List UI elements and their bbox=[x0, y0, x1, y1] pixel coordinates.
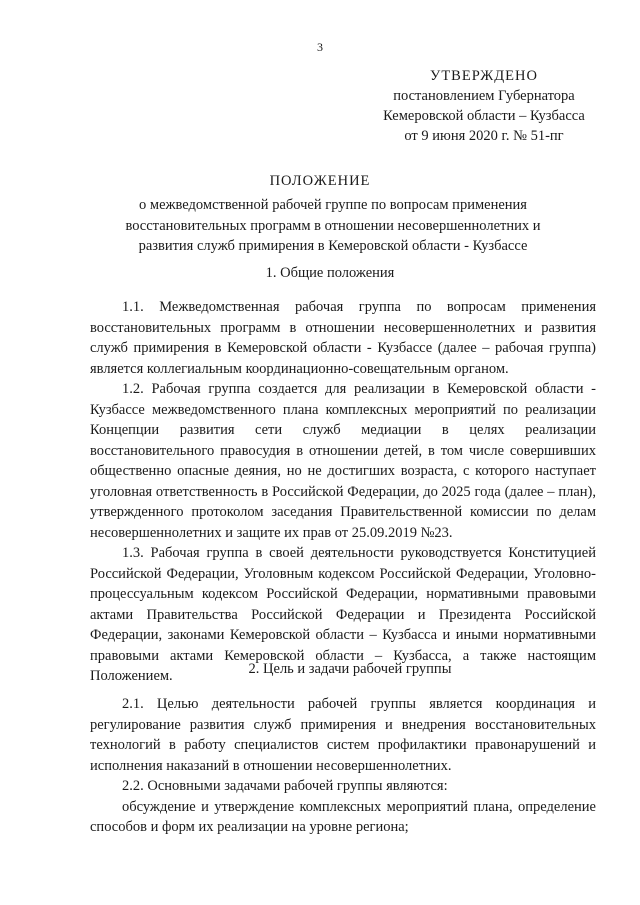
section-heading-1: 1. Общие положения bbox=[265, 265, 395, 281]
paragraph-2-1: 2.1. Целью деятельности рабочей группы является координация и регулирование развития служб примирения и внедрения восстановительных технологий в работу специалистов систем профилактики правонарушений и исполнения наказаний в отношении несовершеннолетних. bbox=[90, 696, 596, 774]
approval-line-3: Кемеровской области – Кузбасса bbox=[383, 108, 585, 124]
approval-line-2: постановлением Губернатора bbox=[393, 88, 575, 104]
approval-line-1: УТВЕРЖДЕНО bbox=[430, 68, 538, 84]
paragraph-1-3: 1.3. Рабочая группа в своей деятельности руководствуется Конституцией Российской Федерации, Уголовным кодексом Российской Федерации, Уголовно-процессуальным кодексом Российской Федерации, нормативными правовыми актами Правительства Российской Федерации и Президента Российской Федерации, законами Кемеровской области – Кузбасса и иными нормативными правовыми актами Кемеровской области – Кузбасса, а также настоящим Положением. bbox=[90, 545, 596, 684]
document-subtitle: о межведомственной рабочей группе по вопросам применения восстановительных программ в отношении несовершеннолетних и развития служб примирения в Кемеровской области - Кузбассе bbox=[125, 197, 541, 254]
section-body-1 bbox=[90, 297, 596, 687]
page-number: 3 bbox=[317, 40, 323, 54]
document-title: ПОЛОЖЕНИЕ bbox=[269, 173, 371, 189]
approval-line-4: от 9 июня 2020 г. № 51-пг bbox=[404, 128, 564, 144]
section-heading-2: 2. Цель и задачи рабочей группы bbox=[248, 661, 452, 677]
section-body-2 bbox=[90, 694, 596, 838]
paragraph-1-2: 1.2. Рабочая группа создается для реализации в Кемеровской области - Кузбассе межведомственного плана комплексных мероприятий по реализации Концепции развития сети служб медиации в целях реализации восстановительного правосудия в отношении детей, в том числе совершивших общественно опасные деяния, но не достигших возраста, с которого наступает уголовная ответственность в Российской Федерации, до 2025 года (далее – план), утвержденного протоколом заседания Правительственной комиссии по делам несовершеннолетних и защите их прав от 25.09.2019 №23. bbox=[90, 381, 596, 541]
paragraph-2-3: обсуждение и утверждение комплексных мероприятий плана, определение способов и форм их реализации на уровне региона; bbox=[90, 798, 596, 835]
paragraph-1-1: 1.1. Межведомственная рабочая группа по вопросам применения восстановительных программ в отношении несовершеннолетних и развития служб примирения в Кемеровской области - Кузбассе (далее – рабочая группа) является коллегиальным координационно-совещательным органом. bbox=[90, 299, 596, 377]
paragraph-2-2: 2.2. Основными задачами рабочей группы являются: bbox=[122, 778, 448, 794]
approval-stamp bbox=[354, 66, 614, 146]
